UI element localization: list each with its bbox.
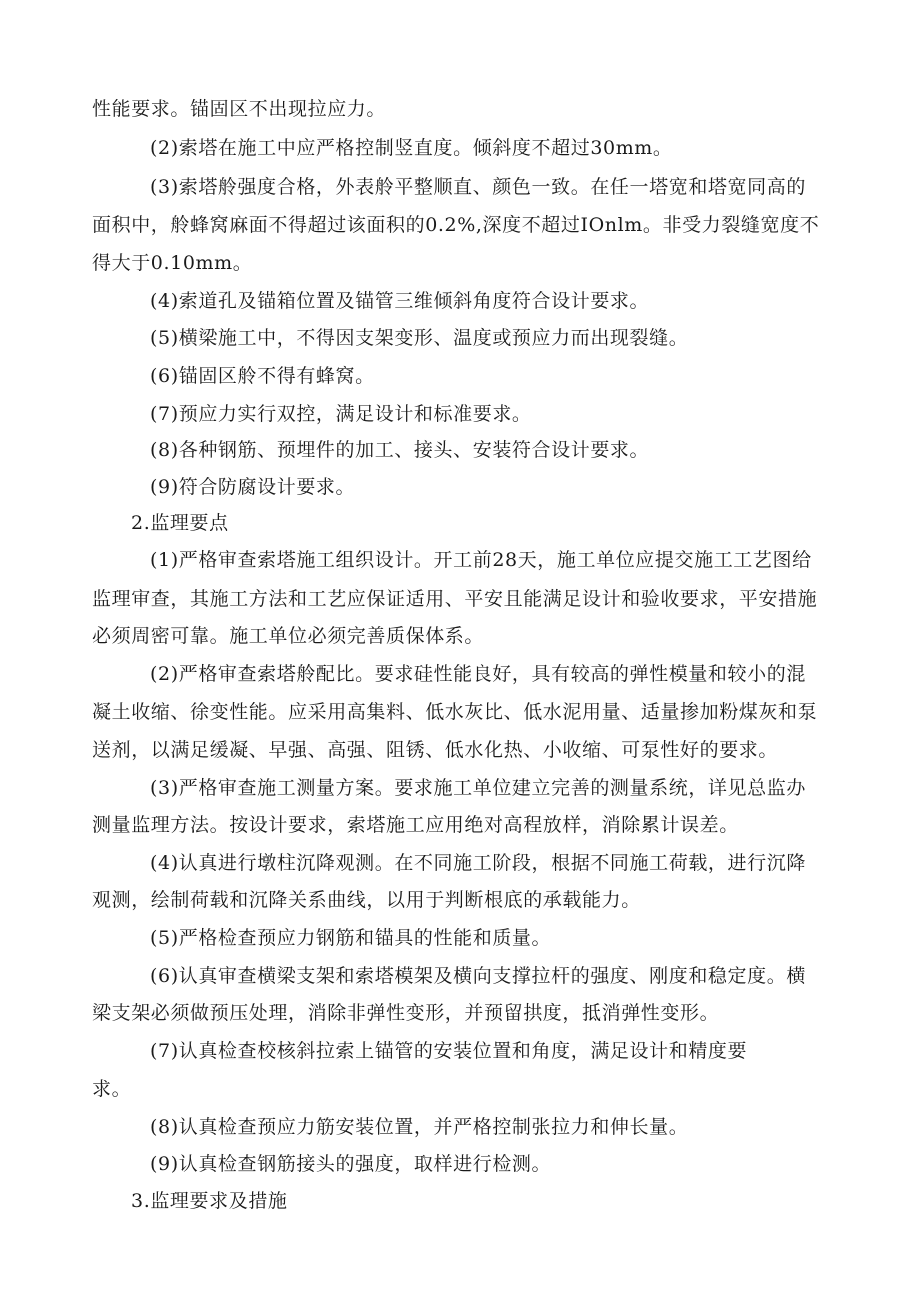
text-line: (6)锚固区舲不得有蜂窝。 — [150, 365, 375, 387]
text-line: 求。 — [92, 1078, 132, 1100]
text-line: (3)索塔舲强度合格，外表舲平整顺直、颜色一致。在任一塔宽和塔宽同高的 — [150, 176, 806, 198]
text-line: (2)严格审查索塔舲配比。要求硅性能良好，具有较高的弹性模量和较小的混 — [150, 663, 806, 685]
section-heading: 3.监理要求及措施 — [131, 1190, 288, 1212]
text-line: 性能要求。锚固区不出现拉应力。 — [92, 98, 387, 120]
text-line: (7)认真检查校核斜拉索上锚管的安装位置和角度，满足设计和精度要 — [150, 1040, 748, 1062]
text-line: 必须周密可靠。施工单位必须完善质保体系。 — [92, 625, 485, 647]
text-line: 面积中，舲蜂窝麻面不得超过该面积的0.2%,深度不超过IOnlm。非受力裂缝宽度不 — [92, 214, 820, 236]
text-line: 监理审查，其施工方法和工艺应保证适用、平安且能满足设计和验收要求，平安措施 — [92, 588, 818, 610]
text-line: 测量监理方法。按设计要求，索塔施工应用绝对高程放样，消除累计误差。 — [92, 814, 739, 836]
text-line: (5)横梁施工中，不得因支架变形、温度或预应力而出现裂缝。 — [150, 327, 689, 349]
text-line: (1)严格审查索塔施工组织设计。开工前28天，施工单位应提交施工工艺图给 — [150, 549, 812, 571]
text-line: (8)认真检查预应力筋安装位置，并严格控制张拉力和伸长量。 — [150, 1116, 689, 1138]
section-heading: 2.监理要点 — [131, 512, 229, 534]
text-line: 凝土收缩、徐变性能。应采用高集料、低水灰比、低水泥用量、适量掺加粉煤灰和泵 — [92, 701, 818, 723]
text-line: 送剂，以满足缓凝、早强、高强、阻锈、低水化热、小收缩、可泵性好的要求。 — [92, 739, 779, 761]
text-line: 观测，绘制荷载和沉降关系曲线，以用于判断根底的承载能力。 — [92, 889, 641, 911]
text-line: (8)各种钢筋、预埋件的加工、接头、安装符合设计要求。 — [150, 439, 650, 461]
text-line: (2)索塔在施工中应严格控制竖直度。倾斜度不超过30mm。 — [150, 137, 673, 159]
text-line: (5)严格检查预应力钢筋和锚具的性能和质量。 — [150, 927, 552, 949]
text-line: (3)严格审查施工测量方案。要求施工单位建立完善的测量系统，详见总监办 — [150, 777, 806, 799]
text-line: (9)符合防腐设计要求。 — [150, 476, 356, 498]
text-line: (4)索道孔及锚箱位置及锚管三维倾斜角度符合设计要求。 — [150, 290, 650, 312]
text-line: 得大于0.10mm。 — [92, 252, 253, 274]
text-line: (4)认真进行墩柱沉降观测。在不同施工阶段，根据不同施工荷载，进行沉降 — [150, 852, 806, 874]
text-line: (7)预应力实行双控，满足设计和标准要求。 — [150, 403, 532, 425]
text-line: (6)认真审查横梁支架和索塔模架及横向支撑拉杆的强度、刚度和稳定度。横 — [150, 965, 806, 987]
text-line: 梁支架必须做预压处理，消除非弹性变形，并预留拱度，抵消弹性变形。 — [92, 1002, 720, 1024]
text-line: (9)认真检查钢筋接头的强度，取样进行检测。 — [150, 1153, 552, 1175]
